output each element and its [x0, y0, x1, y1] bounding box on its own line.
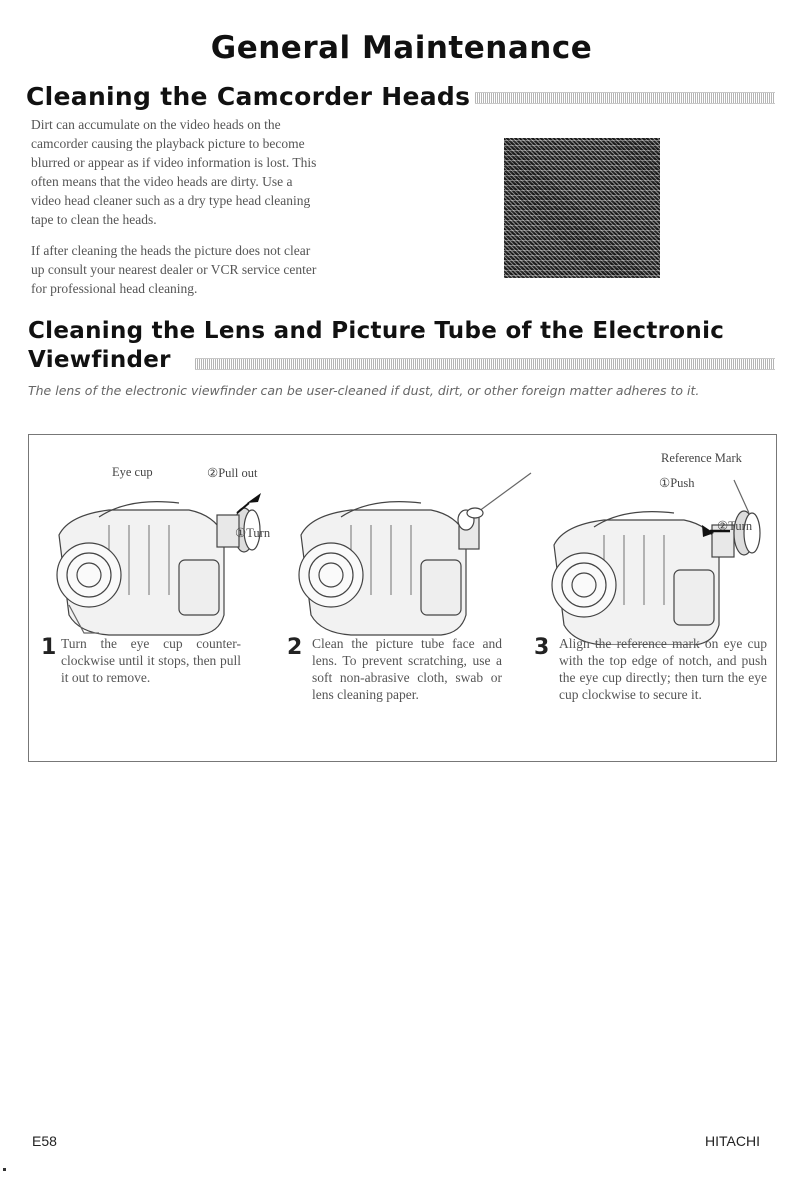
- step-number: 3: [534, 635, 550, 660]
- step-text: Clean the picture tube face and lens. To prevent scratching, use a soft non-abrasive cloth, swab or lens cleaning paper.: [312, 636, 502, 702]
- step-text: Align the reference mark on eye cup with the top edge of notch, and push the eye cup directly; then turn the eye cup clockwise to secure it.: [559, 636, 767, 702]
- callout-turn: ②Turn: [717, 519, 753, 533]
- camcorder-illustration-step2: [291, 465, 541, 645]
- page-number: E58: [32, 1133, 57, 1149]
- section-heading-camcorder-heads: Cleaning the Camcorder Heads: [26, 82, 471, 111]
- body-paragraph: Dirt can accumulate on the video heads on the camcorder causing the playback picture to become blurred or appear as if video information is lost. This often means that the video heads are dirty. Use a video head cleaner such as a dry type head cleaning tape to clean the heads.: [31, 117, 317, 227]
- viewfinder-intro: The lens of the electronic viewfinder can be user-cleaned if dust, dirt, or other foreign matter adheres to it.: [28, 383, 700, 398]
- camcorder-illustration-step1: [39, 475, 269, 645]
- brand-logo: HITACHI: [705, 1133, 760, 1149]
- step-number: 2: [287, 635, 303, 660]
- heading-rule: [195, 358, 775, 370]
- callout-push: ①Push: [659, 476, 695, 490]
- callout-eye-cup: Eye cup: [112, 465, 153, 479]
- page-edge-mark: [3, 1168, 6, 1171]
- callout-reference-mark: Reference Mark: [661, 451, 742, 465]
- page-title: General Maintenance: [210, 30, 593, 66]
- section-heading-viewfinder: Cleaning the Lens and Picture Tube of the Electronic: [28, 318, 725, 344]
- camcorder-illustration-step3: [544, 475, 774, 645]
- section-heading-viewfinder-line2: Viewfinder: [28, 347, 171, 373]
- callout-pull-out: ②Pull out: [207, 466, 258, 480]
- steps-box: [28, 434, 777, 762]
- body-paragraph: If after cleaning the heads the picture does not clear up consult your nearest dealer or VCR service center for professional head cleaning.: [31, 243, 317, 296]
- heading-rule: [475, 92, 775, 104]
- callout-turn: ①Turn: [235, 526, 271, 540]
- step-number: 1: [41, 635, 57, 660]
- step-text: Turn the eye cup counter-clockwise until it stops, then pull it out to remove.: [61, 636, 241, 685]
- noisy-playback-picture: [504, 138, 660, 278]
